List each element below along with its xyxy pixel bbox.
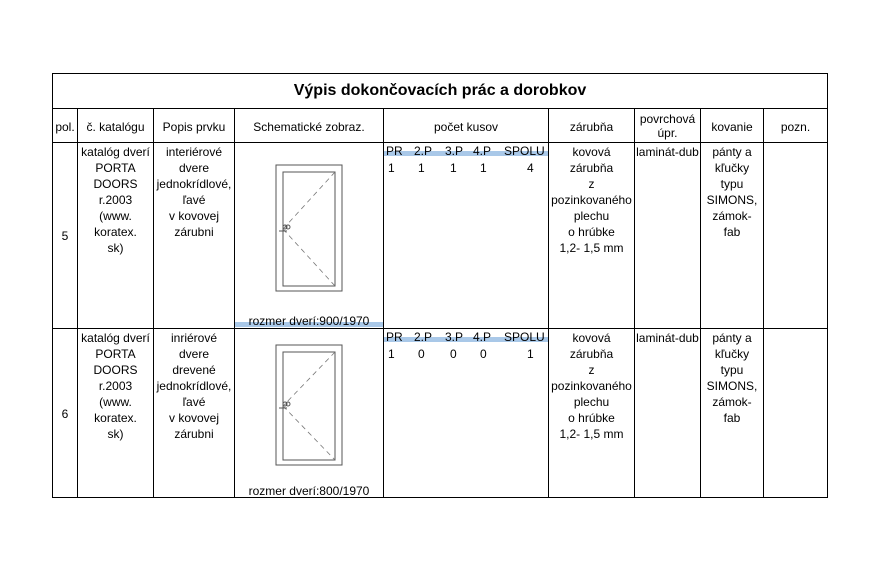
count-value: 1: [388, 161, 395, 175]
row-zarubna: kovová zárubňa z pozinkovaného plechu o hrúbke 1,2- 1,5 mm: [551, 145, 632, 255]
count-value: 1: [418, 161, 425, 175]
count-label: PR: [386, 330, 403, 344]
count-value: 1: [527, 347, 534, 361]
door-icon: [275, 164, 343, 292]
schedule-table: [52, 73, 828, 498]
header-povrch: povrchová úpr.: [639, 112, 696, 140]
header-kovanie: kovanie: [711, 120, 753, 134]
row-povrch: laminát-dub: [636, 145, 699, 159]
header-zarubna: zárubňa: [569, 120, 614, 134]
count-label: 4.P: [473, 144, 492, 158]
count-values: [384, 160, 548, 176]
count-value: 0: [418, 347, 425, 361]
row-popis: interiérové dvere jednokrídlové, ľavé v kovovej zárubni: [156, 145, 232, 239]
count-value: 0: [450, 347, 457, 361]
count-label: SPOLU: [504, 144, 545, 158]
count-label: 4.P: [473, 330, 492, 344]
header-schema: Schematické zobraz.: [253, 120, 365, 134]
row-pol: 6: [61, 407, 69, 421]
count-value: 1: [388, 347, 395, 361]
count-value: 0: [480, 347, 487, 361]
count-value: 1: [450, 161, 457, 175]
row-katalog: katalóg dverí PORTA DOORS r.2003 (www. koratex. sk): [81, 145, 150, 255]
row-kovanie: pánty a kľučky typu SIMONS, zámok- fab: [706, 145, 758, 239]
count-label: SPOLU: [504, 330, 545, 344]
count-labels: [384, 143, 548, 159]
count-label: 3.P: [445, 144, 464, 158]
row-kovanie: pánty a kľučky typu SIMONS, zámok- fab: [706, 331, 758, 425]
header-pol: pol.: [55, 120, 75, 134]
door-size-caption: rozmer dverí:900/1970: [248, 314, 370, 328]
count-value: 4: [527, 161, 534, 175]
count-label: 2.P: [414, 144, 433, 158]
row-popis: inriérové dvere drevené jednokrídlové, ľavé v kovovej zárubni: [156, 331, 232, 441]
header-katalog: č. katalógu: [86, 120, 145, 134]
door-size-caption: rozmer dverí:800/1970: [248, 484, 370, 498]
count-label: 3.P: [445, 330, 464, 344]
row-katalog: katalóg dverí PORTA DOORS r.2003 (www. koratex. sk): [81, 331, 150, 441]
header-pocet: počet kusov: [433, 120, 499, 134]
row-povrch: laminát-dub: [636, 331, 699, 345]
door-icon: [275, 344, 343, 466]
count-labels: [384, 329, 548, 345]
grid-line: [234, 108, 235, 497]
count-value: 1: [480, 161, 487, 175]
header-pozn: pozn.: [780, 120, 811, 134]
row-pol: 5: [61, 229, 69, 243]
row-zarubna: kovová zárubňa z pozinkovaného plechu o hrúbke 1,2- 1,5 mm: [551, 331, 632, 441]
grid-line: [763, 108, 764, 497]
count-label: PR: [386, 144, 403, 158]
grid-line: [634, 108, 635, 497]
count-values: [384, 346, 548, 362]
header-popis: Popis prvku: [162, 120, 226, 134]
table-title: Výpis dokončovacích prác a dorobkov: [53, 74, 827, 109]
count-label: 2.P: [414, 330, 433, 344]
